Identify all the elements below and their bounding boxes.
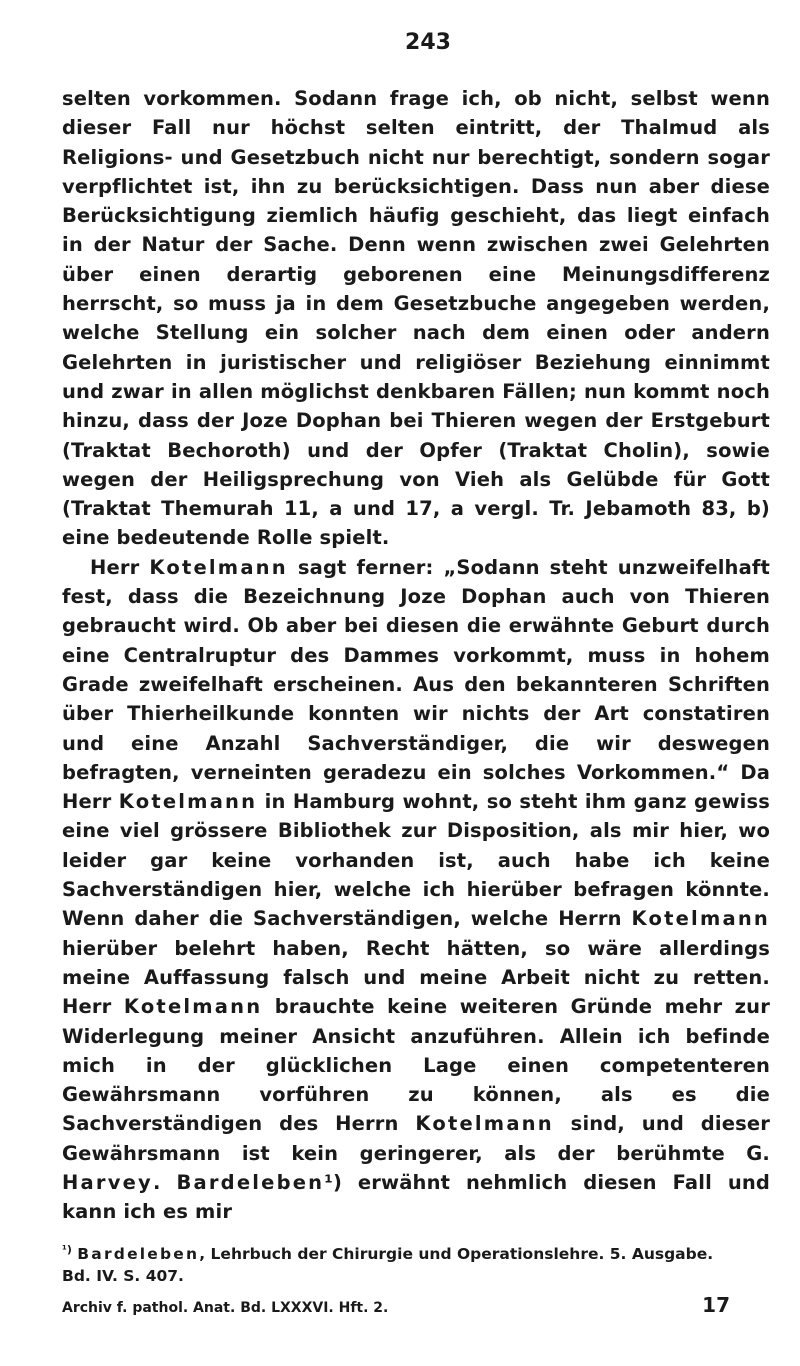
spaced-name: Harvey xyxy=(62,1170,153,1194)
text-segment: . xyxy=(152,1170,177,1194)
paragraph xyxy=(62,84,770,553)
document-page xyxy=(62,30,770,1317)
spaced-name: Kotelmann xyxy=(415,1112,554,1136)
text-segment: hierüber belehrt haben, Recht hätten, so wäre allerdings meine Auffassung falsch und meine Arbeit nicht zu retten. Herr xyxy=(62,936,770,1019)
spaced-name: Kotelmann xyxy=(631,907,770,931)
footnote-author: Bardeleben xyxy=(77,1244,200,1263)
text-segment: ¹) erwähnt nehmlich diesen Fall und kann ich es mir xyxy=(62,1170,770,1224)
text-segment: in Hamburg wohnt, so steht ihm ganz gewiss eine viel grössere Bibliothek zur Disposition, als mir hier, wo leider gar keine vorhanden ist, auch habe ich keine Sachverständigen hier, welche ich hierüber befragen könnte. Wenn daher die Sachverständigen, welche Herrn xyxy=(62,790,770,931)
journal-line: Archiv f. pathol. Anat. Bd. LXXXVI. Hft. 2. xyxy=(62,1299,389,1316)
footnote xyxy=(62,1243,770,1287)
text-segment: sind, und dieser Gewährsmann ist kein geringerer, als der berühmte G. xyxy=(62,1112,771,1165)
spaced-name: Kotelmann xyxy=(123,995,263,1019)
paragraph xyxy=(62,553,770,1227)
spaced-name: Kotelmann xyxy=(118,790,258,814)
text-segment: brauchte keine weiteren Gründe mehr zur Widerlegung meiner Ansicht anzuführen. Allein ich befinde mich in der glücklichen Lage einen competenteren Gewährsmann vorführen zu können, als es die Sachverständigen des Herrn xyxy=(62,995,770,1136)
body-text xyxy=(62,84,770,1227)
page-number: 243 xyxy=(405,30,451,55)
footnote-text-line1: , Lehrbuch der Chirurgie und Operationslehre. 5. Ausgabe. xyxy=(199,1244,714,1263)
text-segment: Herr xyxy=(90,555,150,579)
footnote-text-line2: Bd. IV. S. 407. xyxy=(62,1266,184,1285)
text-segment: selten vorkommen. Sodann frage ich, ob nicht, selbst wenn dieser Fall nur höchst selten eintritt, der Thalmud als Religions- und Gesetzbuch nicht nur berechtigt, sondern sogar verpflichtet ist, ihn zu berücksichtigen. Dass nun aber diese Berücksichtigung ziemlich häufig geschieht, das liegt einfach in der Natur der Sache. Denn wenn zwischen zwei Gelehrten über einen derartig geborenen eine Meinungsdifferenz herrscht, so muss ja in dem Gesetzbuche angegeben werden, welche Stellung ein solcher nach dem einen oder andern Gelehrten in juristischer und religiöser Beziehung einnimmt und zwar in allen möglichst denkbaren Fällen; nun kommt noch hinzu, dass der Joze Dophan bei Thieren wegen der Erstgeburt (Traktat Bechoroth) und der Opfer (Traktat Cholin), sowie wegen der Heiligsprechung von Vieh als Gelübde für Gott (Traktat Themurah 11, a und 17, a vergl. Tr. Jebamoth 83, b) eine bedeutende Rolle spielt. xyxy=(62,87,770,550)
spaced-name: Bardeleben xyxy=(176,1170,325,1194)
text-segment: sagt ferner: „Sodann steht unzweifelhaft fest, dass die Bezeichnung Joze Dophan auch von Thieren gebraucht wird. Ob aber bei diesen die erwähnte Geburt durch eine Centralruptur des Dammes vorkommt, muss in hohem Grade zweifelhaft erscheinen. Aus den bekannteren Schriften über Thierheilkunde konnten wir nichts der Art constatiren und eine Anzahl Sachverständiger, die wir deswegen befragten, verneinten geradezu ein solches Vorkommen.“ Da Herr xyxy=(62,555,770,814)
spaced-name: Kotelmann xyxy=(149,555,288,579)
signature-mark: 17 xyxy=(702,1292,730,1317)
page-footer xyxy=(62,1293,770,1317)
footnote-marker: ¹) xyxy=(62,1242,72,1256)
